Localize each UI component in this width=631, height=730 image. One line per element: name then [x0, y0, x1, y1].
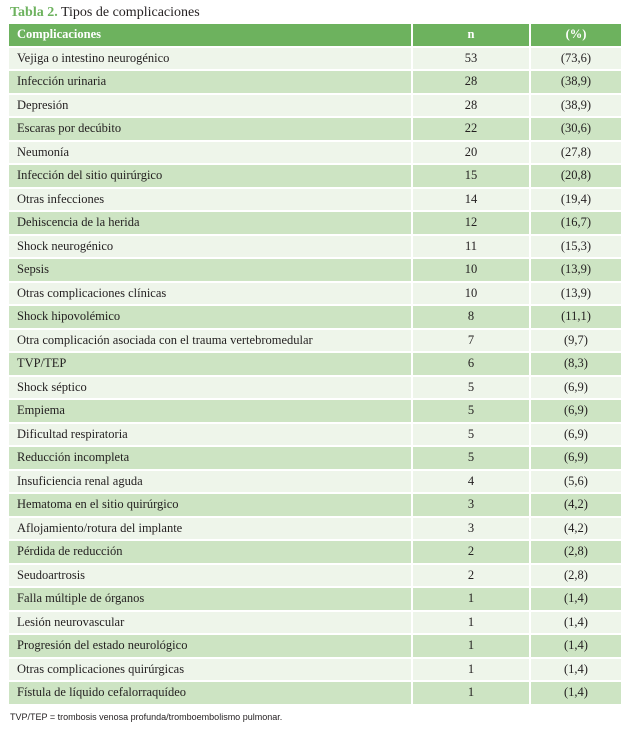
- table-row: [9, 494, 621, 516]
- cell-percent: (38,9): [531, 95, 621, 117]
- table-row: [9, 283, 621, 305]
- cell-n: 12: [413, 212, 531, 234]
- table-row: [9, 48, 621, 70]
- cell-complication: Shock neurogénico: [9, 236, 413, 258]
- table-row: [9, 377, 621, 399]
- cell-percent: (1,4): [531, 635, 621, 657]
- cell-n: 2: [413, 565, 531, 587]
- table-row: [9, 236, 621, 258]
- header-n: n: [413, 24, 531, 46]
- table-row: [9, 353, 621, 375]
- cell-percent: (16,7): [531, 212, 621, 234]
- cell-n: 1: [413, 635, 531, 657]
- cell-n: 28: [413, 71, 531, 93]
- cell-percent: (6,9): [531, 424, 621, 446]
- cell-n: 1: [413, 682, 531, 704]
- cell-percent: (9,7): [531, 330, 621, 352]
- cell-n: 1: [413, 612, 531, 634]
- cell-n: 5: [413, 447, 531, 469]
- cell-complication: Falla múltiple de órganos: [9, 588, 413, 610]
- cell-percent: (13,9): [531, 283, 621, 305]
- cell-n: 5: [413, 424, 531, 446]
- cell-n: 1: [413, 659, 531, 681]
- complications-table: [9, 22, 621, 706]
- cell-complication: Seudoartrosis: [9, 565, 413, 587]
- cell-n: 53: [413, 48, 531, 70]
- cell-percent: (19,4): [531, 189, 621, 211]
- table-row: [9, 259, 621, 281]
- cell-complication: Dificultad respiratoria: [9, 424, 413, 446]
- cell-complication: Pérdida de reducción: [9, 541, 413, 563]
- cell-n: 2: [413, 541, 531, 563]
- table-row: [9, 682, 621, 704]
- cell-complication: Vejiga o intestino neurogénico: [9, 48, 413, 70]
- cell-percent: (13,9): [531, 259, 621, 281]
- cell-percent: (4,2): [531, 518, 621, 540]
- table-row: [9, 400, 621, 422]
- cell-percent: (8,3): [531, 353, 621, 375]
- table-title: [10, 4, 200, 22]
- cell-complication: Empiema: [9, 400, 413, 422]
- cell-complication: TVP/TEP: [9, 353, 413, 375]
- table-row: [9, 212, 621, 234]
- cell-complication: Depresión: [9, 95, 413, 117]
- cell-n: 3: [413, 494, 531, 516]
- table-footnote: TVP/TEP = trombosis venosa profunda/tromboembolismo pulmonar.: [10, 712, 283, 722]
- cell-n: 11: [413, 236, 531, 258]
- cell-n: 10: [413, 283, 531, 305]
- table-number: Tabla 2.: [10, 5, 58, 20]
- table-caption: Tipos de complicaciones: [60, 5, 200, 20]
- cell-complication: Neumonía: [9, 142, 413, 164]
- table-row: [9, 518, 621, 540]
- cell-n: 7: [413, 330, 531, 352]
- cell-complication: Hematoma en el sitio quirúrgico: [9, 494, 413, 516]
- table-row: [9, 330, 621, 352]
- table-row: [9, 659, 621, 681]
- cell-n: 5: [413, 400, 531, 422]
- cell-n: 3: [413, 518, 531, 540]
- cell-percent: (38,9): [531, 71, 621, 93]
- cell-percent: (15,3): [531, 236, 621, 258]
- cell-complication: Infección urinaria: [9, 71, 413, 93]
- header-percent: (%): [531, 24, 621, 46]
- cell-n: 28: [413, 95, 531, 117]
- cell-n: 5: [413, 377, 531, 399]
- cell-percent: (2,8): [531, 541, 621, 563]
- cell-complication: Sepsis: [9, 259, 413, 281]
- table-row: [9, 635, 621, 657]
- cell-percent: (11,1): [531, 306, 621, 328]
- cell-n: 22: [413, 118, 531, 140]
- table-row: [9, 424, 621, 446]
- header-complications: Complicaciones: [9, 24, 413, 46]
- cell-complication: Lesión neurovascular: [9, 612, 413, 634]
- cell-percent: (1,4): [531, 588, 621, 610]
- cell-percent: (1,4): [531, 612, 621, 634]
- cell-n: 14: [413, 189, 531, 211]
- cell-percent: (6,9): [531, 400, 621, 422]
- cell-complication: Otras infecciones: [9, 189, 413, 211]
- cell-percent: (1,4): [531, 659, 621, 681]
- cell-percent: (6,9): [531, 377, 621, 399]
- table-row: [9, 565, 621, 587]
- table-row: [9, 165, 621, 187]
- table-row: [9, 142, 621, 164]
- cell-percent: (73,6): [531, 48, 621, 70]
- cell-complication: Dehiscencia de la herida: [9, 212, 413, 234]
- cell-percent: (1,4): [531, 682, 621, 704]
- cell-complication: Shock hipovolémico: [9, 306, 413, 328]
- cell-percent: (20,8): [531, 165, 621, 187]
- table-row: [9, 118, 621, 140]
- cell-complication: Progresión del estado neurológico: [9, 635, 413, 657]
- cell-complication: Insuficiencia renal aguda: [9, 471, 413, 493]
- cell-n: 6: [413, 353, 531, 375]
- cell-percent: (5,6): [531, 471, 621, 493]
- table-row: [9, 95, 621, 117]
- cell-complication: Shock séptico: [9, 377, 413, 399]
- cell-n: 8: [413, 306, 531, 328]
- cell-percent: (27,8): [531, 142, 621, 164]
- cell-n: 20: [413, 142, 531, 164]
- table-row: [9, 612, 621, 634]
- table-body: [9, 48, 621, 704]
- table-header-row: [9, 24, 621, 46]
- table-row: [9, 447, 621, 469]
- cell-complication: Escaras por decúbito: [9, 118, 413, 140]
- table-row: [9, 471, 621, 493]
- cell-complication: Reducción incompleta: [9, 447, 413, 469]
- table-row: [9, 541, 621, 563]
- cell-complication: Infección del sitio quirúrgico: [9, 165, 413, 187]
- cell-percent: (4,2): [531, 494, 621, 516]
- table-row: [9, 588, 621, 610]
- cell-n: 4: [413, 471, 531, 493]
- cell-percent: (30,6): [531, 118, 621, 140]
- cell-complication: Otras complicaciones clínicas: [9, 283, 413, 305]
- cell-n: 10: [413, 259, 531, 281]
- table-row: [9, 306, 621, 328]
- cell-percent: (2,8): [531, 565, 621, 587]
- cell-complication: Otra complicación asociada con el trauma vertebromedular: [9, 330, 413, 352]
- cell-complication: Fístula de líquido cefalorraquídeo: [9, 682, 413, 704]
- cell-n: 1: [413, 588, 531, 610]
- cell-n: 15: [413, 165, 531, 187]
- cell-percent: (6,9): [531, 447, 621, 469]
- table-row: [9, 189, 621, 211]
- table-row: [9, 71, 621, 93]
- cell-complication: Aflojamiento/rotura del implante: [9, 518, 413, 540]
- cell-complication: Otras complicaciones quirúrgicas: [9, 659, 413, 681]
